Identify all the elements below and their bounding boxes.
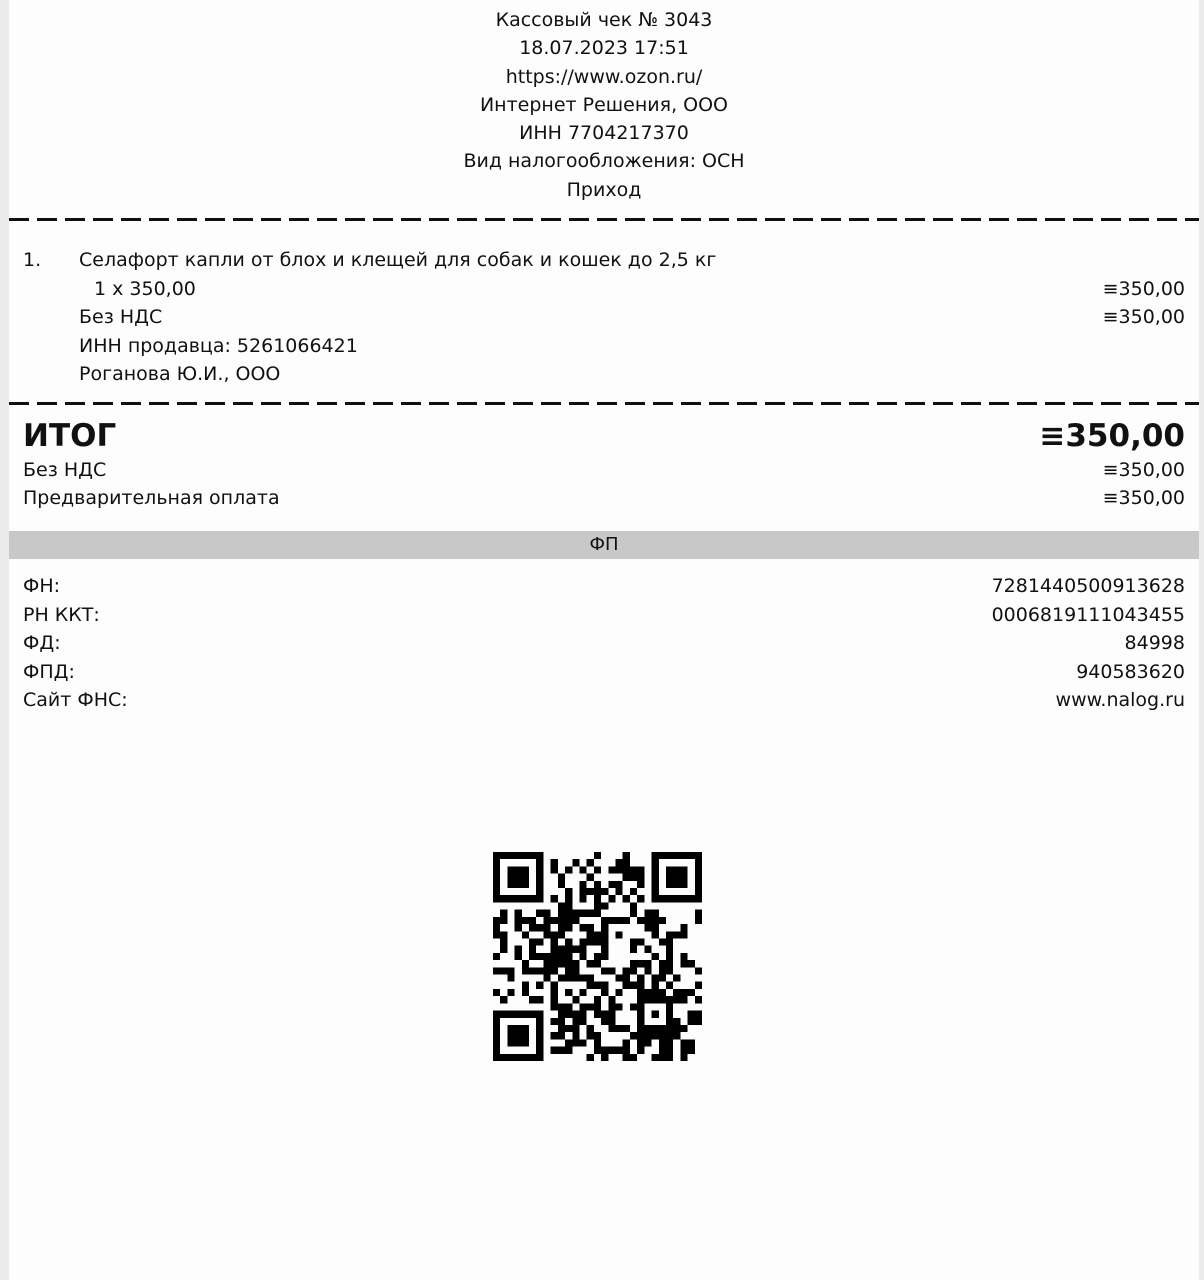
fiscal-value: www.nalog.ru xyxy=(1055,689,1185,712)
fiscal-value: 940583620 xyxy=(1076,660,1185,683)
receipt-title: Кассовый чек № 3043 xyxy=(495,9,713,31)
company-name: Интернет Решения, ООО xyxy=(479,93,729,116)
receipt-datetime: 18.07.2023 17:51 xyxy=(519,37,689,60)
qr-code-icon xyxy=(493,852,702,1061)
operation-type: Приход xyxy=(566,178,642,201)
fiscal-row-fd xyxy=(9,629,1199,658)
tax-system: Вид налогообложения: ОСН xyxy=(463,150,745,173)
fiscal-row-fn xyxy=(9,572,1199,601)
item-seller-name: Роганова Ю.И., ООО xyxy=(79,363,281,386)
dashed-divider xyxy=(9,402,1199,405)
item-number: 1. xyxy=(23,249,42,271)
fiscal-label: ФД: xyxy=(23,632,61,655)
fiscal-row-fns-site xyxy=(9,686,1199,715)
company-inn: ИНН 7704217370 xyxy=(519,122,689,145)
total-vat-label: Без НДС xyxy=(23,459,107,481)
total-label: ИТОГ xyxy=(23,418,117,454)
item-vat-value: ≡350,00 xyxy=(1102,306,1185,329)
receipt-website: https://www.ozon.ru/ xyxy=(505,65,703,88)
fiscal-section-header: ФП xyxy=(9,531,1199,559)
prepayment-value: ≡350,00 xyxy=(1102,487,1185,509)
fiscal-value: 0006819111043455 xyxy=(991,603,1185,626)
total-vat-value: ≡350,00 xyxy=(1102,459,1185,481)
item-name: Селафорт капли от блох и клещей для собак и кошек до 2,5 кг xyxy=(79,249,717,271)
fiscal-label: Сайт ФНС: xyxy=(23,689,128,712)
receipt-header xyxy=(9,6,1199,204)
prepayment-label: Предварительная оплата xyxy=(23,487,280,509)
fiscal-value: 84998 xyxy=(1124,632,1185,655)
fiscal-label: РН ККТ: xyxy=(23,603,100,626)
fiscal-value: 7281440500913628 xyxy=(991,575,1185,597)
fiscal-details xyxy=(9,572,1199,715)
fiscal-row-rn-kkt xyxy=(9,601,1199,630)
dashed-divider xyxy=(9,218,1199,221)
fiscal-label: ФН: xyxy=(23,575,61,597)
item-seller-inn: ИНН продавца: 5261066421 xyxy=(79,334,358,357)
fiscal-label: ФПД: xyxy=(23,660,75,683)
totals-section xyxy=(9,416,1199,512)
fiscal-row-fpd xyxy=(9,658,1199,687)
total-value: ≡350,00 xyxy=(1039,418,1185,454)
item-quantity-price: 1 x 350,00 xyxy=(94,277,196,300)
list-item xyxy=(9,246,1199,389)
item-sum: ≡350,00 xyxy=(1102,277,1185,300)
receipt xyxy=(9,0,1199,1280)
item-vat-label: Без НДС xyxy=(79,306,163,329)
items-list xyxy=(9,246,1199,389)
